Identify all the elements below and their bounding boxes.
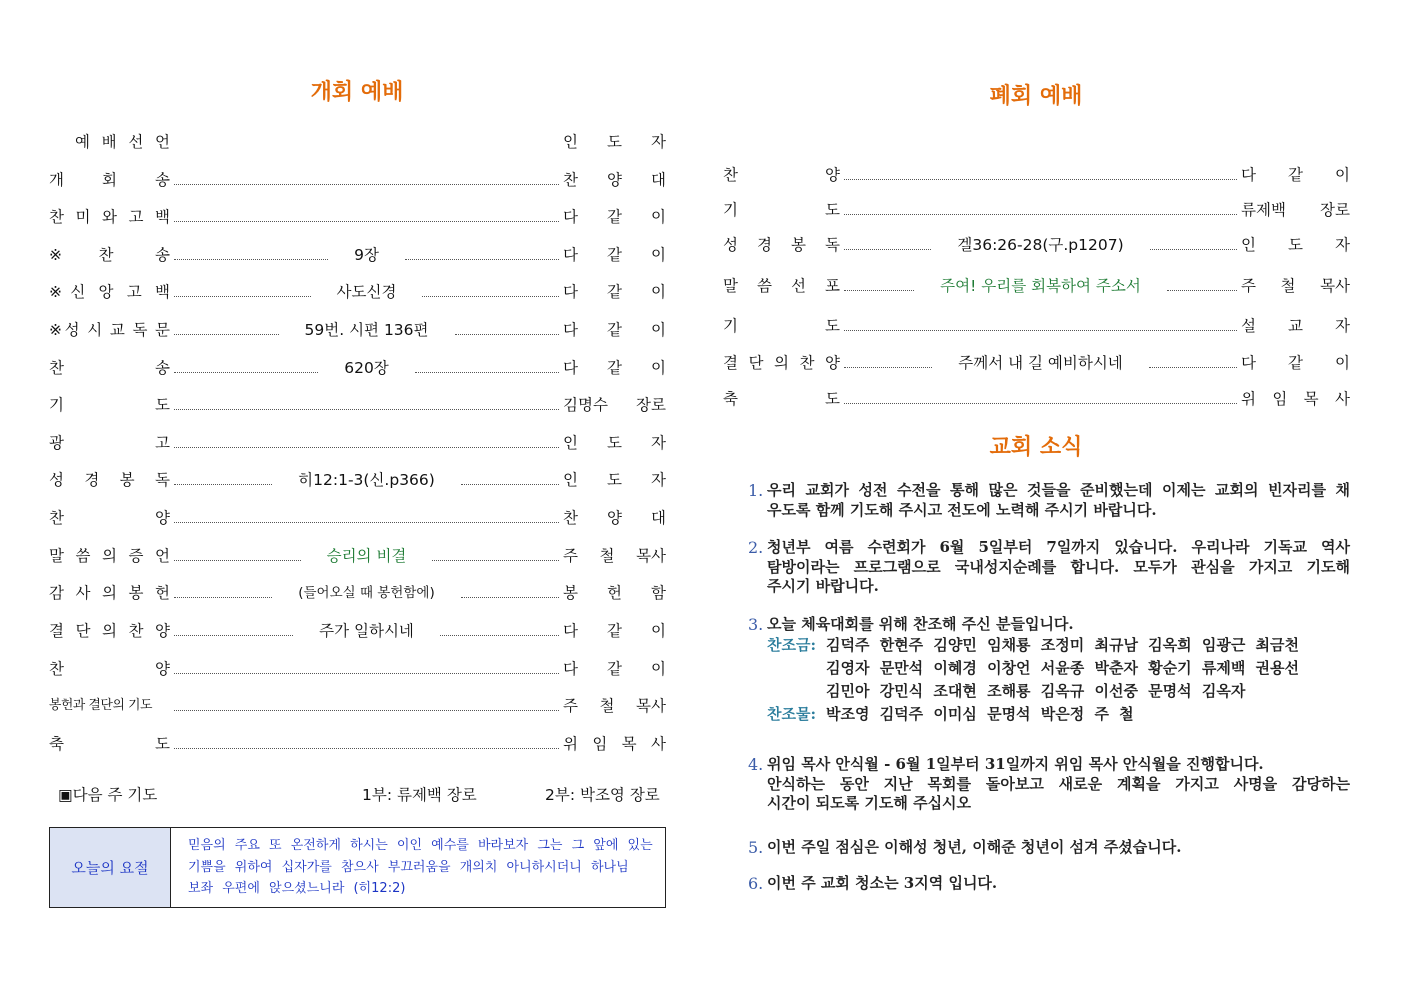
closing-order-row [723,351,1350,375]
row-label: 기 도 [49,396,170,414]
leader-dots [455,334,560,335]
news-line: 청년부 여름 수련회가 6월 5일부터 7일까지 있습니다. 우리나라 기독교 역사 [767,538,1350,556]
news-number: 6. [748,874,764,893]
sponsor-line [767,657,1350,680]
leader-dots [1149,367,1237,368]
opening-order-row [49,205,666,229]
news-line: 주시기 바랍니다. [767,577,879,595]
row-label: 찬 양 [49,660,170,678]
sponsor-line [767,680,1350,703]
leader-dots [844,403,1237,404]
news-number: 5. [748,838,764,857]
news-line: 안식하는 동안 지난 목회를 돌아보고 새로운 계획을 가지고 사명을 감당하는 [767,774,1350,793]
sponsor-line [767,703,1350,726]
news-line: 이번 주 교회 청소는 3지역 입니다. [767,874,998,892]
opening-order-row [49,694,666,718]
leader-dots [844,367,932,368]
row-detail: 사도신경 [336,283,397,301]
leader-dots [844,290,914,291]
news-number: 4. [748,755,764,774]
row-detail: 히12:1-3(신.p366) [298,471,435,489]
leader-dots [174,184,559,185]
row-leader: 다 같 이 [1241,166,1350,184]
sponsor-names: 박조영 김덕주 이미심 문명석 박은정 주 철 [826,705,1134,723]
sponsor-line [767,634,1350,657]
row-leader: 주 철 목사 [563,547,667,565]
row-label: 말 씀 선 포 [723,277,840,295]
leader-dots [844,179,1237,180]
sponsor-money-label: 찬조금: [767,636,817,654]
row-leader: 다 같 이 [563,359,666,377]
sponsor-names: 김민아 강민식 조대현 조해룡 김옥규 이선중 문명석 김옥자 [826,682,1246,700]
leader-dots [415,372,559,373]
leader-dots [174,447,559,448]
leader-dots [174,484,272,485]
news-number: 2. [748,538,764,557]
opening-order-row [49,356,666,380]
row-leader: 주 철 목사 [563,697,666,715]
leader-dots [1150,249,1237,250]
leader-dots [432,560,559,561]
verse-line: 기쁨을 위하여 십자가를 참으사 부끄러움을 개의치 아니하시더니 하나님 [188,859,629,875]
row-leader: 인 도 자 [1241,236,1350,254]
todays-verse-text [171,828,653,907]
row-label: ※신 앙 고 백 [49,283,170,301]
closing-order-row [723,198,1350,222]
first-service-prayer: 1부: 류제백 장로 [362,786,477,804]
opening-order-row [49,732,666,756]
closing-order-row [723,387,1350,411]
sermon-title: 주여! 우리를 회복하여 주소서 [940,277,1141,295]
leader-dots [174,710,559,711]
news-number: 1. [748,481,764,500]
row-label: 찬 송 [49,359,170,377]
row-leader: 찬 양 대 [563,171,666,189]
opening-order-row [49,318,666,342]
leader-dots [174,748,559,749]
news-item [748,538,1350,597]
closing-order-row [723,163,1350,187]
row-label: 기 도 [723,201,840,219]
opening-order-row [49,130,666,154]
opening-order-row [49,544,666,568]
row-leader: 김명수 장로 [563,396,666,414]
opening-order-row [49,280,666,304]
leader-dots [461,484,559,485]
row-detail: 주께서 내 길 예비하시네 [958,354,1123,372]
leader-dots [174,296,311,297]
opening-order-row [49,657,666,681]
closing-order-row [723,314,1350,338]
leader-dots [844,330,1237,331]
news-line: 이번 주일 점심은 이해성 청년, 이해준 청년이 섬겨 주셨습니다. [767,838,1182,856]
row-label: 찬 양 [49,509,170,527]
row-detail: 주가 일하시네 [319,622,414,640]
opening-order-row [49,431,666,455]
church-news-title: 교회 소식 [989,435,1083,460]
row-leader: 설 교 자 [1241,317,1350,335]
opening-order-row [49,243,666,267]
row-leader: 다 같 이 [563,660,666,678]
leader-dots [174,334,279,335]
leader-dots [844,214,1237,215]
row-label: 봉헌과 결단의 기도 [49,698,153,713]
row-leader: 류제백 장로 [1241,201,1350,219]
opening-worship-title: 개회 예배 [310,80,404,105]
news-item [748,481,1350,520]
news-item [748,615,1350,635]
row-leader: 다 같 이 [563,622,667,640]
news-line: 우리 교회가 성전 수전을 통해 많은 것들을 준비했는데 이제는 교회의 빈자리를 채 [767,481,1350,499]
sponsor-names: 김덕주 한현주 김양민 임채룡 조정미 최규남 김옥희 임광근 최금천 [826,636,1300,654]
second-service-prayer: 2부: 박조영 장로 [545,786,660,804]
news-line: 오늘 체육대회를 위해 찬조해 주신 분들입니다. [767,615,1074,633]
row-leader: 다 같 이 [563,246,666,264]
row-label: 성 경 봉 독 [49,471,170,489]
news-item [748,874,1350,894]
leader-dots [440,635,559,636]
row-label: 기 도 [723,317,840,335]
row-leader: 인 도 자 [563,133,666,151]
row-detail: (들어오실 때 봉헌함에) [298,585,435,601]
row-label: 축 도 [49,735,170,753]
leader-dots [174,221,559,222]
row-leader: 다 같 이 [563,283,666,301]
opening-order-row [49,581,666,605]
row-leader: 주 철 목사 [1241,277,1351,295]
leader-dots [174,409,559,410]
leader-dots [174,635,293,636]
row-leader: 다 같 이 [563,321,667,339]
row-label: 결 단 의 찬 양 [49,622,170,640]
sponsor-goods-label: 찬조물: [767,705,817,723]
row-label: 결 단 의 찬 양 [723,354,840,372]
row-detail: 620장 [344,359,389,377]
row-label: 개 회 송 [49,171,170,189]
row-label: ※찬 송 [49,246,170,264]
sponsor-list [767,634,1350,726]
leader-dots [405,259,559,260]
row-label: 감 사 의 봉 헌 [49,584,170,602]
row-leader: 인 도 자 [563,471,666,489]
closing-order-row [723,274,1350,298]
row-leader: 찬 양 대 [563,509,666,527]
news-number: 3. [748,615,764,634]
row-label: 말 씀 의 증 언 [49,547,170,565]
news-line: 시간이 되도록 기도해 주십시오 [767,794,972,812]
leader-dots [1167,290,1237,291]
leader-dots [174,259,328,260]
row-label: 축 도 [723,390,840,408]
row-leader: 봉 헌 함 [563,584,666,602]
news-line: 탐방이라는 프로그램으로 국내성지순례를 합니다. 모두가 관심을 가지고 기도해 [767,557,1350,576]
leader-dots [174,560,301,561]
verse-line: 보좌 우편에 앉으셨느니라 (히12:2) [188,881,406,896]
opening-order-row [49,506,666,530]
row-label: 찬 미 와 고 백 [49,208,170,226]
row-leader: 다 같 이 [563,208,666,226]
news-line: 우도록 함께 기도해 주시고 전도에 노력해 주시기 바랍니다. [767,500,1157,519]
row-leader: 다 같 이 [1241,354,1351,372]
leader-dots [174,673,559,674]
leader-dots [422,296,559,297]
row-label: 성 경 봉 독 [723,236,840,254]
leader-dots [844,249,931,250]
news-item [748,755,1350,814]
row-label: 광 고 [49,434,170,452]
opening-order-row [49,619,666,643]
opening-order-row [49,393,666,417]
row-leader: 위 임 목 사 [1241,390,1350,408]
todays-verse-label: 오늘의 요절 [50,828,171,907]
todays-verse-box [49,827,666,908]
row-detail: 59번. 시편 136편 [304,321,429,339]
row-label: ※성 시 교 독 문 [49,321,170,339]
row-leader: 위 임 목 사 [563,735,666,753]
row-label: 찬 양 [723,166,840,184]
leader-dots [174,597,272,598]
sponsor-names: 김영자 문만석 이혜경 이창언 서윤종 박춘자 황순기 류제백 권용선 [826,659,1300,677]
leader-dots [174,372,318,373]
opening-order-row [49,468,666,492]
leader-dots [461,597,559,598]
leader-dots [174,522,559,523]
row-detail: 9장 [354,246,379,264]
news-line: 위임 목사 안식월 - 6월 1일부터 31일까지 위임 목사 안식월을 진행합니다. [767,755,1264,773]
closing-worship-title: 폐회 예배 [989,84,1083,109]
verse-line: 믿음의 주요 또 온전하게 하시는 이인 예수를 바라보자 그는 그 앞에 있는 [188,838,653,853]
news-item [748,838,1350,858]
row-detail: 겔36:26-28(구.p1207) [957,236,1124,254]
closing-order-row [723,233,1350,257]
opening-order-row [49,168,666,192]
row-leader: 인 도 자 [563,434,666,452]
sermon-title: 승리의 비결 [326,547,407,565]
next-week-prayer-label: ▣다음 주 기도 [58,786,158,804]
row-label: 예 배 선 언 [75,133,170,151]
